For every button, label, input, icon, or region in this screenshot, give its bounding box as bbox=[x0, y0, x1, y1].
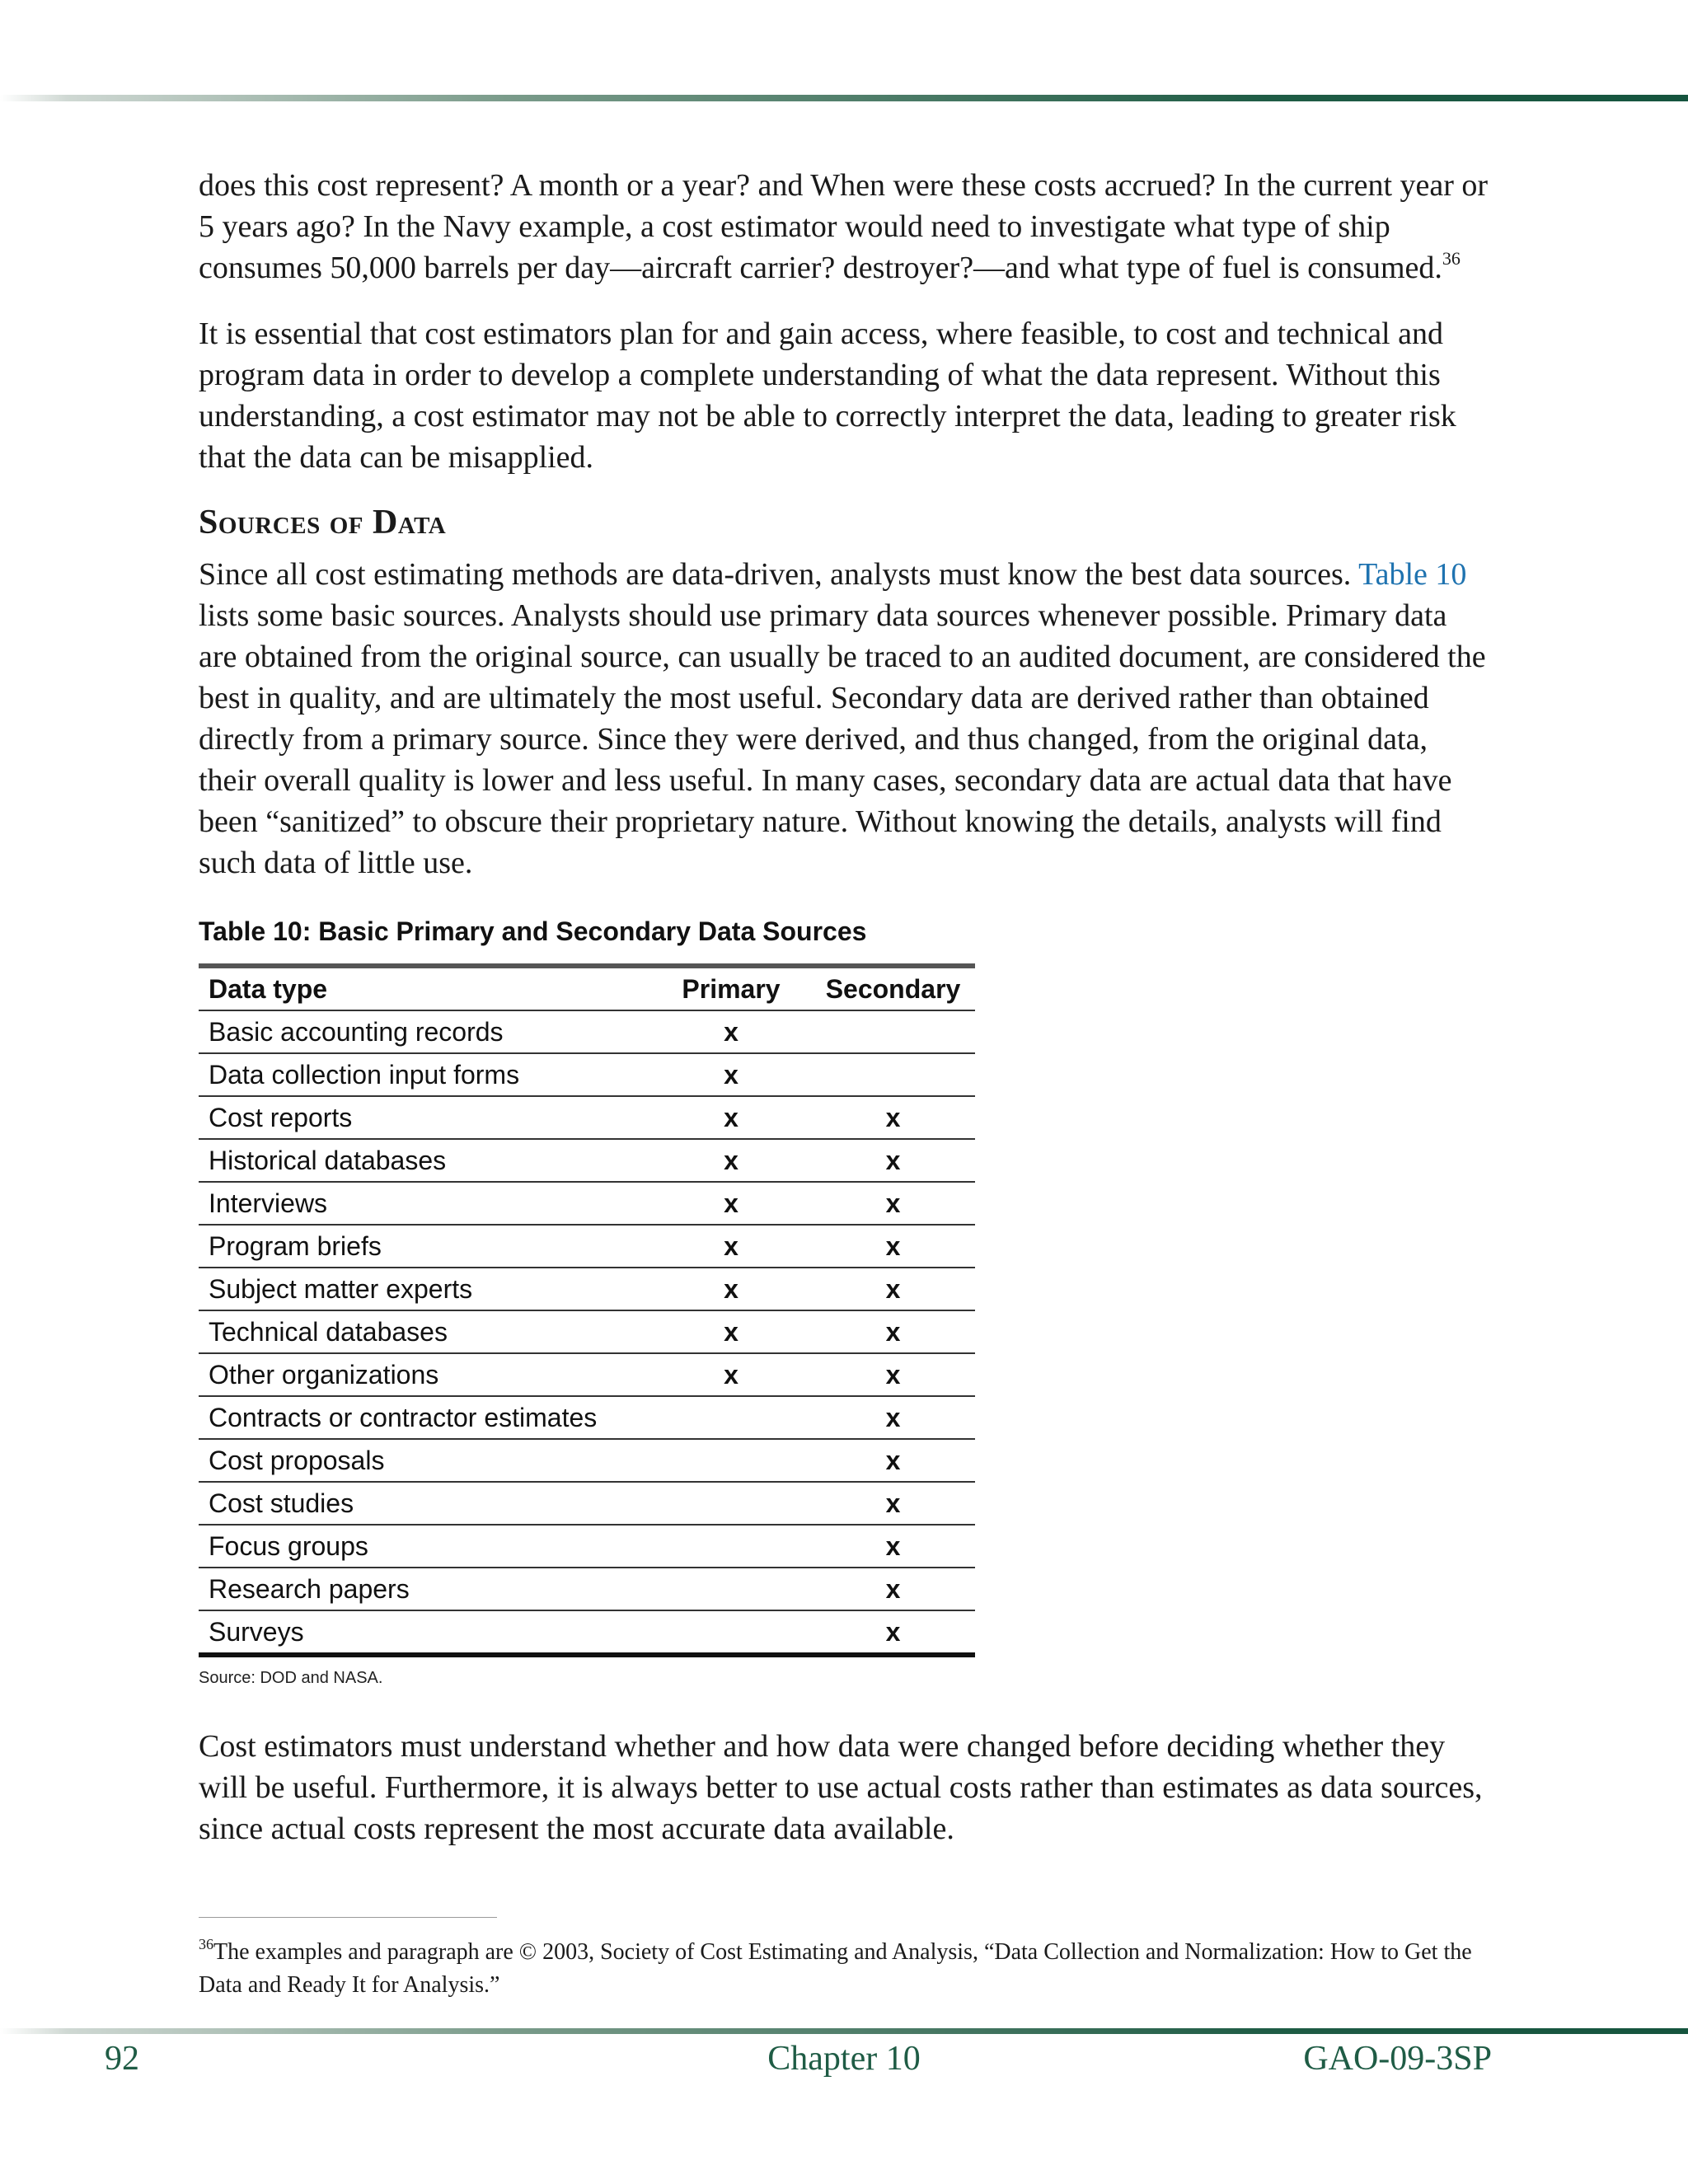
secondary-mark: x bbox=[811, 1568, 975, 1610]
secondary-mark bbox=[811, 1010, 975, 1053]
header-rule bbox=[0, 95, 1688, 101]
paragraph-2: It is essential that cost estimators plan for and gain access, where feasible, to cost and technical and program data in order to develop a complete understanding of what the data represent. Without this understanding, a cost estimator may not be able to correctly interpret the data, leading to greater risk that the data can be misapplied. bbox=[199, 316, 1456, 475]
row-label: Contracts or contractor estimates bbox=[199, 1396, 651, 1439]
secondary-mark: x bbox=[811, 1225, 975, 1268]
footer-rule bbox=[0, 2028, 1688, 2034]
table-row bbox=[199, 1396, 975, 1439]
primary-mark: x bbox=[651, 1010, 811, 1053]
table-row bbox=[199, 1182, 975, 1225]
row-label: Subject matter experts bbox=[199, 1268, 651, 1310]
row-label: Data collection input forms bbox=[199, 1053, 651, 1096]
table-row bbox=[199, 1568, 975, 1610]
table-row bbox=[199, 1010, 975, 1053]
paragraph-3-lead: Since all cost estimating methods are data-driven, analysts must know the best data sources. bbox=[199, 557, 1359, 592]
table-10-link[interactable]: Table 10 bbox=[1358, 557, 1467, 592]
secondary-mark: x bbox=[811, 1353, 975, 1396]
secondary-mark: x bbox=[811, 1096, 975, 1139]
secondary-mark: x bbox=[811, 1182, 975, 1225]
secondary-mark bbox=[811, 1053, 975, 1096]
table-title: Table 10: Basic Primary and Secondary Data Sources bbox=[199, 916, 867, 946]
footer-doc-code: GAO-09-3SP bbox=[1303, 2040, 1492, 2078]
page-content bbox=[199, 165, 1493, 2002]
paragraph-1-text: does this cost represent? A month or a year? and When were these costs accrued? In the current year or 5 years ago? In the Navy example, a cost estimator would need to investigate what type of ship consumes 50,000 barrels per day—aircraft carrier? destroyer?—and what type of fuel is consumed. bbox=[199, 168, 1489, 285]
footnote-ref-36[interactable]: 36 bbox=[1442, 248, 1461, 269]
secondary-mark: x bbox=[811, 1525, 975, 1568]
primary-mark: x bbox=[651, 1182, 811, 1225]
secondary-mark: x bbox=[811, 1396, 975, 1439]
paragraph-3 bbox=[199, 554, 1493, 883]
paragraph-1 bbox=[199, 165, 1493, 288]
primary-mark: x bbox=[651, 1053, 811, 1096]
footnote-number: 36 bbox=[199, 1936, 213, 1952]
footnote-text: The examples and paragraph are © 2003, Society of Cost Estimating and Analysis, “Data Collection and Normalization: How to Get the Data and Ready It for Analysis.” bbox=[199, 1939, 1472, 1998]
paragraph-3-rest: lists some basic sources. Analysts should use primary data sources whenever possible. Primary data are obtained from the original source, can usually be traced to an audited document, are considered the best in quality, and are ultimately the most useful. Secondary data are derived rather than obtained directly from a primary source. Since they were derived, and thus changed, from the original data, their overall quality is lower and less useful. In many cases, secondary data are actual data that have been “sanitized” to obscure their proprietary nature. Without knowing the details, analysts will find such data of little use. bbox=[199, 598, 1486, 880]
primary-mark: x bbox=[651, 1268, 811, 1310]
secondary-mark: x bbox=[885, 1616, 901, 1647]
primary-mark: x bbox=[651, 1353, 811, 1396]
table-row bbox=[199, 1439, 975, 1482]
paragraph-4: Cost estimators must understand whether and how data were changed before deciding whether they will be useful. Furthermore, it is always better to use actual costs rather than estimates as data sources, since actual costs represent the most accurate data available. bbox=[199, 1729, 1483, 1846]
primary-mark bbox=[651, 1525, 811, 1568]
row-label: Cost reports bbox=[199, 1096, 651, 1139]
primary-mark bbox=[651, 1568, 811, 1610]
row-label: Basic accounting records bbox=[199, 1010, 651, 1053]
table-row bbox=[199, 1525, 975, 1568]
primary-mark bbox=[651, 1610, 811, 1655]
table-source-note: Source: DOD and NASA. bbox=[199, 1669, 383, 1687]
header-secondary: Secondary bbox=[811, 966, 975, 1010]
row-label: Focus groups bbox=[199, 1525, 651, 1568]
footnote-36 bbox=[199, 1936, 1493, 2002]
table-row bbox=[199, 1139, 975, 1182]
primary-mark: x bbox=[651, 1096, 811, 1139]
primary-mark bbox=[651, 1396, 811, 1439]
primary-mark: x bbox=[651, 1139, 811, 1182]
table-row bbox=[199, 1096, 975, 1139]
footer-page-number: 92 bbox=[105, 2040, 139, 2078]
header-data-type: Data type bbox=[199, 966, 651, 1010]
secondary-mark: x bbox=[811, 1268, 975, 1310]
row-label: Technical databases bbox=[199, 1310, 651, 1353]
secondary-mark: x bbox=[811, 1482, 975, 1525]
primary-mark: x bbox=[651, 1225, 811, 1268]
secondary-mark: x bbox=[811, 1439, 975, 1482]
row-label: Cost proposals bbox=[199, 1439, 651, 1482]
footnote-divider bbox=[199, 1917, 497, 1918]
header-primary: Primary bbox=[651, 966, 811, 1010]
secondary-mark: x bbox=[811, 1310, 975, 1353]
row-label: Program briefs bbox=[199, 1225, 651, 1268]
primary-mark bbox=[651, 1439, 811, 1482]
table-row bbox=[199, 1268, 975, 1310]
section-heading: Sources of Data bbox=[199, 504, 447, 541]
row-label: Cost studies bbox=[199, 1482, 651, 1525]
row-label: Other organizations bbox=[199, 1353, 651, 1396]
table-row bbox=[199, 1353, 975, 1396]
row-label: Interviews bbox=[199, 1182, 651, 1225]
secondary-mark: x bbox=[811, 1139, 975, 1182]
table-row bbox=[199, 1610, 975, 1655]
table-row bbox=[199, 1482, 975, 1525]
footer-chapter: Chapter 10 bbox=[767, 2040, 921, 2078]
table-row bbox=[199, 1225, 975, 1268]
table-row bbox=[199, 1053, 975, 1096]
row-label: Historical databases bbox=[199, 1139, 651, 1182]
primary-mark bbox=[651, 1482, 811, 1525]
table-row bbox=[199, 1310, 975, 1353]
row-label: Surveys bbox=[209, 1616, 304, 1647]
table-header-row bbox=[199, 966, 975, 1010]
primary-mark: x bbox=[651, 1310, 811, 1353]
data-sources-table bbox=[199, 963, 975, 1657]
row-label: Research papers bbox=[199, 1568, 651, 1610]
